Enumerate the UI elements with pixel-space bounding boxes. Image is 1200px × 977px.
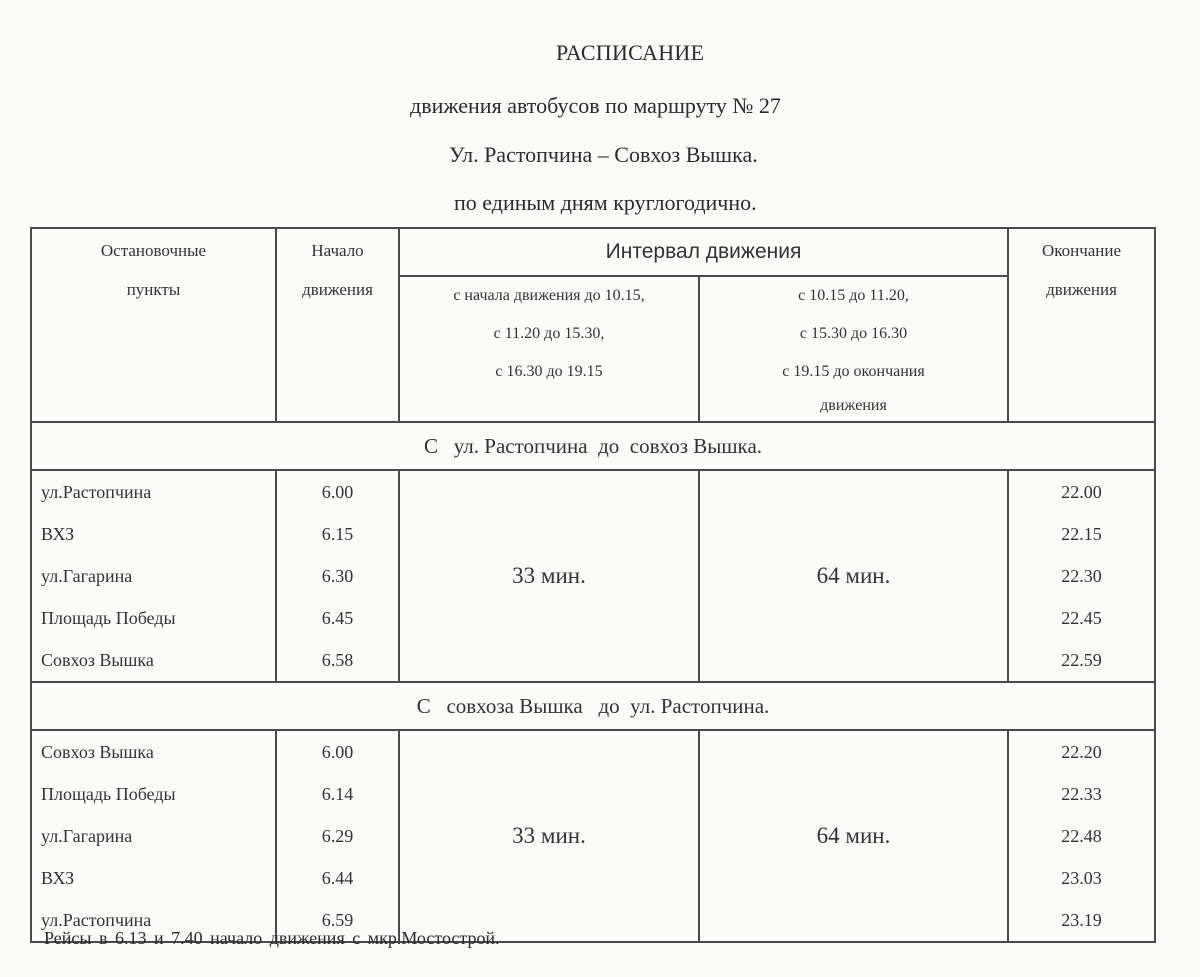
end-time: 22.30 — [1061, 566, 1102, 586]
footnote: Рейсы в 6.13 и 7.40 начало движения с мкр.Мостострой. — [44, 928, 500, 948]
stop-name: Совхоз Вышка — [41, 742, 154, 762]
start-time: 6.59 — [321, 910, 354, 930]
start-time: 6.45 — [321, 608, 354, 628]
start-time: 6.00 — [321, 742, 354, 762]
schedule-table — [30, 227, 1156, 943]
start-time: 6.14 — [321, 784, 354, 804]
stop-name: ул.Растопчина — [41, 910, 152, 930]
start-time: 6.29 — [321, 826, 354, 846]
start-times-cell — [276, 730, 399, 942]
end-time: 23.03 — [1061, 868, 1102, 888]
section-heading-row — [31, 682, 1155, 730]
stop-name: ВХЗ — [41, 524, 75, 544]
end-times-cell — [1008, 730, 1155, 942]
interval-b-line: с 19.15 до окончания — [782, 363, 925, 380]
stop-name: ул.Гагарина — [41, 566, 133, 586]
interval-b-line: с 10.15 до 11.20, — [798, 287, 909, 304]
interval-a-value: 33 мин. — [399, 470, 699, 682]
section-body — [31, 730, 1155, 942]
header-row — [31, 228, 1155, 276]
interval-b-line: движения — [820, 397, 887, 414]
section-title: С совхоза Вышка до ул. Растопчина. — [31, 682, 1155, 730]
end-time: 22.15 — [1061, 524, 1102, 544]
section-title: С ул. Растопчина до совхоз Вышка. — [31, 422, 1155, 470]
document-title: РАСПИСАНИЕ — [556, 40, 705, 65]
interval-b-value: 64 мин. — [699, 730, 1008, 942]
schedule-note: по единым дням круглогодично. — [454, 190, 757, 215]
end-time: 22.33 — [1061, 784, 1102, 804]
stops-cell — [31, 730, 276, 942]
document-subtitle: движения автобусов по маршруту № 27 — [410, 93, 781, 118]
end-time: 22.59 — [1061, 650, 1102, 670]
stop-name: Площадь Победы — [41, 784, 176, 804]
start-time: 6.00 — [321, 482, 354, 502]
interval-b-line: с 15.30 до 16.30 — [799, 325, 908, 342]
start-time: 6.44 — [321, 868, 354, 888]
col-header-stops: Остановочные пункты — [31, 228, 276, 422]
route-name: Ул. Растопчина – Совхоз Вышка. — [449, 142, 758, 167]
stop-name: Совхоз Вышка — [41, 650, 154, 670]
col-header-end: Окончание движения — [1008, 228, 1155, 422]
stop-name: ул.Гагарина — [41, 826, 133, 846]
end-time: 23.19 — [1061, 910, 1102, 930]
stops-cell — [31, 470, 276, 682]
stop-name: Площадь Победы — [41, 608, 176, 628]
start-time: 6.15 — [321, 524, 354, 544]
start-times-cell — [276, 470, 399, 682]
end-time: 22.20 — [1061, 742, 1102, 762]
interval-a-line: с 11.20 до 15.30, — [493, 325, 605, 342]
interval-b-value: 64 мин. — [699, 470, 1008, 682]
end-time: 22.48 — [1061, 826, 1102, 846]
end-time: 22.45 — [1061, 608, 1102, 628]
stop-name: ВХЗ — [41, 868, 75, 888]
section-body — [31, 470, 1155, 682]
stop-name: ул.Растопчина — [41, 482, 152, 502]
interval-a-line: с 16.30 до 19.15 — [495, 363, 603, 380]
start-time: 6.58 — [321, 650, 354, 670]
col-header-start: Начало движения — [276, 228, 399, 422]
interval-b-header — [699, 276, 1008, 422]
end-times-cell — [1008, 470, 1155, 682]
interval-a-header — [399, 276, 699, 422]
interval-a-value: 33 мин. — [399, 730, 699, 942]
interval-a-line: с начала движения до 10.15, — [453, 287, 645, 304]
start-time: 6.30 — [321, 566, 354, 586]
col-header-interval: Интервал движения — [399, 228, 1008, 276]
section-heading-row — [31, 422, 1155, 470]
end-time: 22.00 — [1061, 482, 1102, 502]
